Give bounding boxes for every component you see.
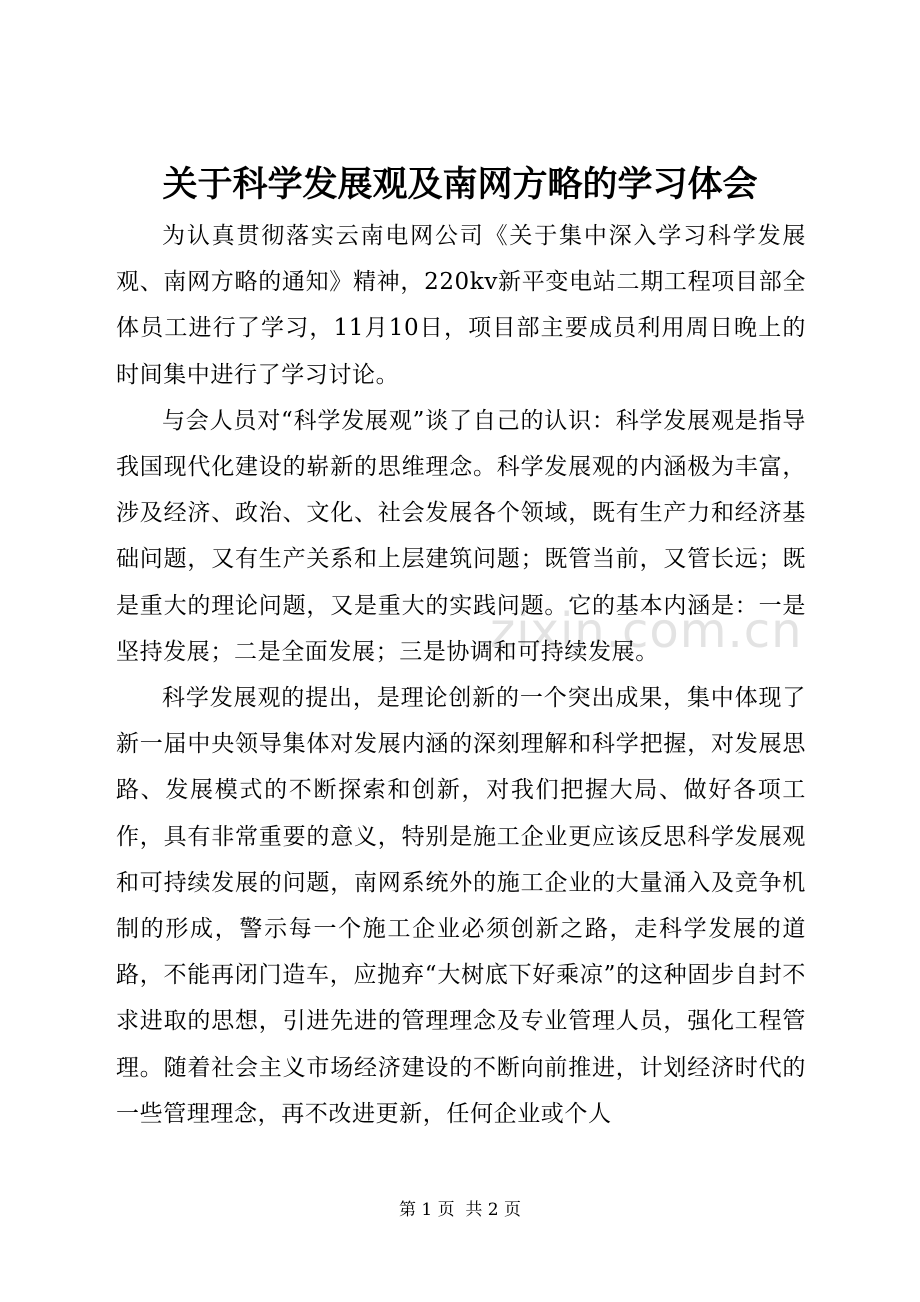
watermark: zixin.com.cn	[490, 603, 803, 659]
page-footer: 第 1 页 共 2 页	[398, 1200, 522, 1220]
document-title: 关于科学发展观及南网方略的学习体会	[162, 164, 758, 205]
paragraph-2: 与会人员对“科学发展观”谈了自己的认识：科学发展观是指导我国现代化建设的崭新的思维理念。科学发展观的内涵极为丰富，涉及经济、政治、文化、社会发展各个领域，既有生产力和经济基础问题，又有生产关系和上层建筑问题；既管当前，又管长远；既是重大的理论问题，又是重大的实践问题。它的基本内涵是：一是坚持发展；二是全面发展；三是协调和可持续发展。	[116, 407, 806, 665]
paragraph-3: 科学发展观的提出，是理论创新的一个突出成果，集中体现了新一届中央领导集体对发展内涵的深刻理解和科学把握，对发展思路、发展模式的不断探索和创新，对我们把握大局、做好各项工作，具有非常重要的意义，特别是施工企业更应该反思科学发展观和可持续发展的问题，南网系统外的施工企业的大量涌入及竞争机制的形成，警示每一个施工企业必须创新之路，走科学发展的道路，不能再闭门造车，应抛弃“大树底下好乘凉”的这种固步自封不求进取的思想，引进先进的管理理念及专业管理人员，强化工程管理。随着社会主义市场经济建设的不断向前推进，计划经济时代的一些管理理念，再不改进更新，任何企业或个人	[116, 685, 806, 1127]
document-body	[116, 213, 806, 1137]
paragraph-1: 为认真贯彻落实云南电网公司《关于集中深入学习科学发展观、南网方略的通知》精神，220kv新平变电站二期工程项目部全体员工进行了学习，11月10日，项目部主要成员利用周日晚上的时间集中进行了学习讨论。	[116, 223, 806, 388]
